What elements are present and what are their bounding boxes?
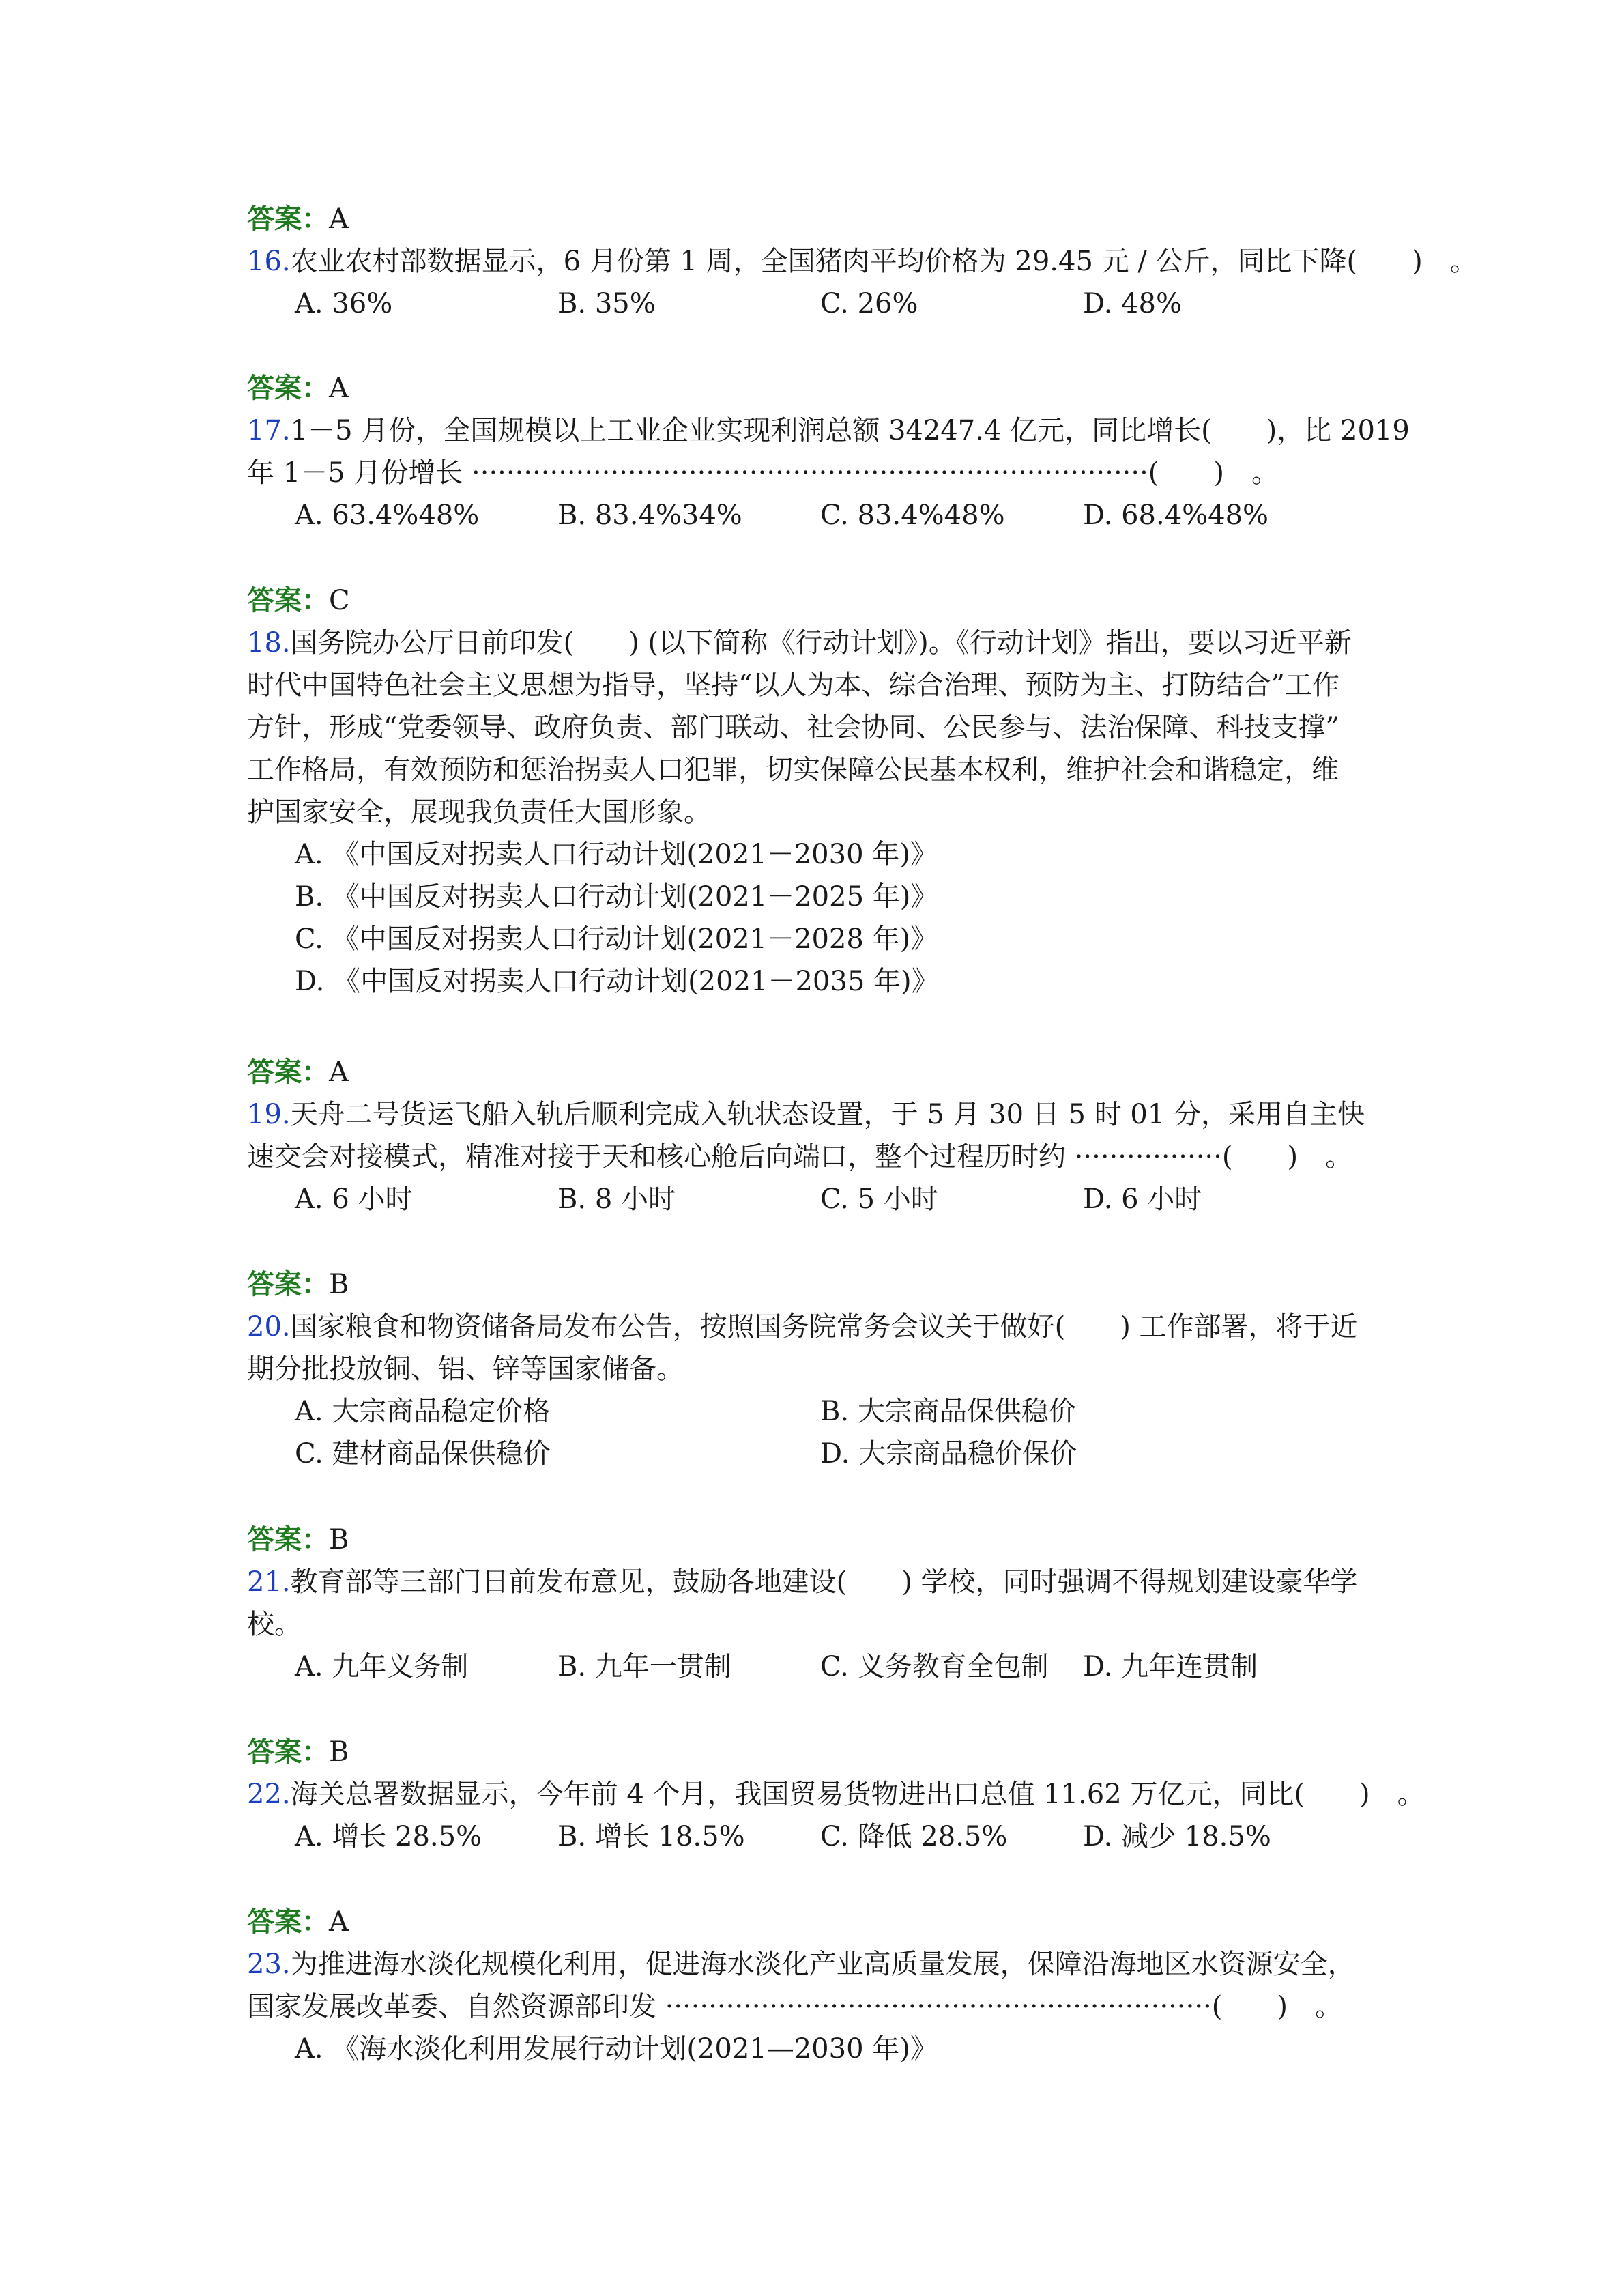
option-b: B. 增长 18.5%	[557, 1821, 745, 1852]
question-line: 教育部等三部门日前发布意见，鼓励各地建设( ) 学校，同时强调不得规划建设豪华学	[290, 1566, 1358, 1598]
option-c: C. 义务教育全包制	[820, 1651, 1049, 1682]
question-text	[247, 622, 1393, 664]
answer-value: B	[329, 1736, 349, 1768]
question-text	[247, 1093, 1393, 1136]
option-a: A. 大宗商品稳定价格	[295, 1396, 551, 1427]
answer-label: 答案：	[247, 1906, 329, 1938]
options-row	[247, 1390, 1393, 1433]
option-a: A. 《中国反对拐卖人口行动计划(2021－2030 年)》	[295, 839, 938, 870]
option-b: B. 《中国反对拐卖人口行动计划(2021－2025 年)》	[295, 881, 938, 913]
option-b: B. 83.4%34%	[557, 500, 742, 531]
option-d: D. 68.4%48%	[1083, 500, 1269, 531]
answer-value: A	[329, 203, 349, 235]
option-d: D. 6 小时	[1083, 1183, 1202, 1215]
option-b: B. 35%	[557, 288, 656, 319]
option-a: A. 63.4%48%	[295, 500, 480, 531]
answer-label: 答案：	[247, 1056, 329, 1088]
option-b: B. 8 小时	[557, 1183, 676, 1215]
option-c: C. 建材商品保供稳价	[295, 1438, 551, 1469]
question-line: 1－5 月份，全国规模以上工业企业实现利润总额 34247.4 亿元，同比增长( )，比 2019	[290, 415, 1410, 446]
question-line: 工作格局，有效预防和惩治拐卖人口犯罪，切实保障公民基本权利，维护社会和谐稳定，维	[247, 754, 1339, 786]
question-number: 22.	[247, 1779, 291, 1810]
option-d: D. 48%	[1083, 288, 1182, 319]
options-row	[247, 1178, 1393, 1220]
options-row	[247, 1433, 1393, 1475]
question-text	[247, 1306, 1393, 1348]
question-line: 为推进海水淡化规模化利用，促进海水淡化产业高质量发展，保障沿海地区水资源安全，	[290, 1949, 1355, 1980]
answer-label: 答案：	[247, 584, 329, 616]
option-c: C. 5 小时	[820, 1183, 938, 1215]
answer-line	[247, 1731, 1393, 1773]
option-c: C. 26%	[820, 288, 918, 319]
question-number: 19.	[247, 1099, 291, 1130]
question-number: 18.	[247, 627, 291, 659]
option-d: D. 减少 18.5%	[1083, 1821, 1271, 1852]
question-number: 17.	[247, 415, 291, 446]
question-line: 天舟二号货运飞船入轨后顺利完成入轨状态设置，于 5 月 30 日 5 时 01 分，采用自主快	[290, 1099, 1365, 1130]
options-row	[247, 1816, 1393, 1858]
question-20	[247, 1263, 1393, 1475]
question-18	[247, 579, 1393, 1003]
option-a: A. 九年义务制	[295, 1651, 469, 1682]
option-d: D. 九年连贯制	[1083, 1651, 1258, 1682]
question-line: 护国家安全，展现我负责任大国形象。	[247, 797, 711, 828]
question-text	[247, 1943, 1393, 1985]
question-line: 国家粮食和物资储备局发布公告，按照国务院常务会议关于做好( ) 工作部署，将于近	[290, 1311, 1358, 1343]
option-d: D. 大宗商品稳价保价	[820, 1438, 1077, 1469]
option-a: A. 6 小时	[295, 1183, 413, 1215]
question-line: 年 1－5 月份增长 ··············································································( ) 。	[247, 457, 1279, 489]
answer-line	[247, 367, 1393, 410]
answer-label: 答案：	[247, 372, 329, 404]
question-line: 国家发展改革委、自然资源部印发 ·······························································( ) 。	[247, 1991, 1342, 2022]
question-number: 20.	[247, 1311, 291, 1343]
question-line: 校。	[247, 1609, 302, 1640]
answer-value: C	[329, 585, 350, 616]
answer-value: A	[329, 1057, 349, 1088]
option-a: A. 增长 28.5%	[295, 1821, 482, 1852]
question-line: 期分批投放铜、铝、锌等国家储备。	[247, 1353, 684, 1385]
question-line: 方针，形成“党委领导、政府负责、部门联动、社会协同、公民参与、法治保障、科技支撑”	[247, 712, 1339, 743]
answer-line	[247, 1519, 1393, 1561]
question-number: 16.	[247, 246, 291, 277]
answer-value: A	[329, 1906, 349, 1938]
answer-label: 答案：	[247, 203, 329, 235]
question-text	[247, 1773, 1425, 1816]
option-a: A. 36%	[295, 288, 393, 319]
question-17	[247, 367, 1410, 536]
question-text	[247, 410, 1410, 452]
option-c: C. 83.4%48%	[820, 500, 1005, 531]
question-16	[247, 198, 1477, 325]
answer-label: 答案：	[247, 1736, 329, 1768]
answer-line	[247, 1051, 1393, 1093]
options-row	[247, 283, 1393, 325]
question-line: 国务院办公厅日前印发( ) (以下简称《行动计划》)。《行动计划》指出，要以习近平新	[290, 627, 1352, 659]
answer-value: B	[329, 1524, 349, 1555]
answer-line	[247, 1901, 1393, 1943]
question-number: 21.	[247, 1566, 291, 1598]
option-a: A. 《海水淡化利用发展行动计划(2021—2030 年)》	[295, 2033, 938, 2065]
question-line: 时代中国特色社会主义思想为指导，坚持“以人为本、综合治理、预防为主、打防结合”工作	[247, 670, 1339, 701]
question-line: 农业农村部数据显示，6 月份第 1 周，全国猪肉平均价格为 29.45 元 / 公斤，同比下降( ) 。	[290, 246, 1477, 277]
option-d: D. 《中国反对拐卖人口行动计划(2021－2035 年)》	[295, 966, 939, 997]
answer-label: 答案：	[247, 1268, 329, 1300]
option-c: C. 降低 28.5%	[820, 1821, 1008, 1852]
answer-line	[247, 198, 1393, 240]
option-b: B. 九年一贯制	[557, 1651, 731, 1682]
options-row	[247, 1646, 1393, 1688]
answer-line	[247, 1263, 1393, 1306]
question-21	[247, 1519, 1393, 1688]
question-23	[247, 1901, 1393, 2070]
question-line: 海关总署数据显示，今年前 4 个月，我国贸易货物进出口总值 11.62 万亿元，同比( ) 。	[290, 1779, 1425, 1810]
option-b: B. 大宗商品保供稳价	[820, 1396, 1076, 1427]
question-22	[247, 1731, 1425, 1858]
question-19	[247, 1051, 1393, 1220]
answer-label: 答案：	[247, 1523, 329, 1555]
option-c: C. 《中国反对拐卖人口行动计划(2021－2028 年)》	[295, 923, 938, 955]
options-row	[247, 494, 1393, 536]
question-text	[247, 240, 1477, 283]
question-number: 23.	[247, 1949, 291, 1980]
answer-value: A	[329, 373, 349, 404]
answer-line	[247, 579, 1393, 622]
question-line: 速交会对接模式，精准对接于天和核心舱后向端口，整个过程历时约 ·················( ) 。	[247, 1141, 1353, 1173]
question-text	[247, 1561, 1393, 1603]
answer-value: B	[329, 1269, 349, 1300]
